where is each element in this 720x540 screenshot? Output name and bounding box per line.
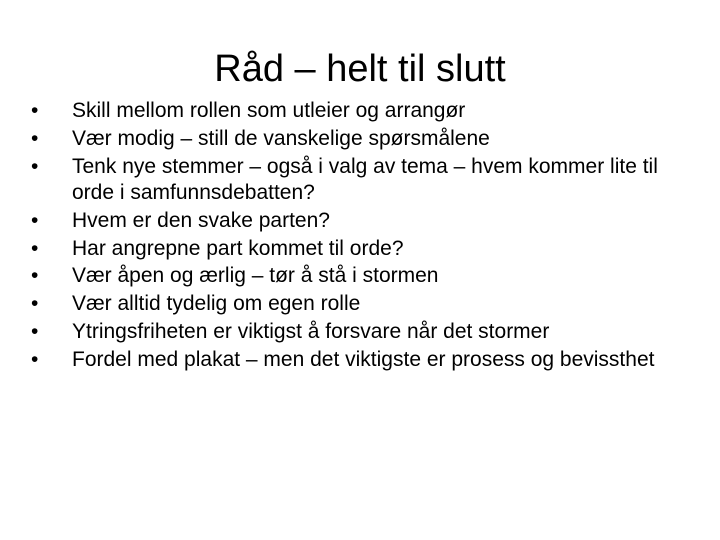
bullet-icon: •	[31, 208, 39, 232]
bullet-text: Hvem er den svake parten?	[72, 208, 330, 232]
bullet-text: Ytringsfriheten er viktigst å forsvare når det stormer	[72, 320, 550, 344]
bullet-item	[26, 98, 676, 125]
bullet-item	[26, 154, 676, 207]
bullet-item	[26, 236, 676, 263]
bullet-icon: •	[31, 99, 39, 122]
bullet-text: Har angrepne part kommet til orde?	[72, 236, 404, 260]
bullet-text: Vær åpen og ærlig – tør å stå i stormen	[72, 264, 439, 288]
bullet-text: Vær modig – still de vanskelige spørsmålene	[72, 126, 490, 150]
bullet-icon: •	[31, 154, 39, 178]
slide-title	[0, 46, 720, 92]
slide-title-text: Råd – helt til slutt	[214, 48, 506, 90]
bullet-icon: •	[31, 126, 39, 150]
bullet-icon: •	[31, 236, 39, 260]
bullet-item	[26, 347, 676, 374]
bullet-icon: •	[31, 264, 39, 288]
bullet-item	[26, 126, 676, 153]
bullet-item	[26, 263, 676, 290]
bullet-text: Vær alltid tydelig om egen rolle	[72, 292, 361, 316]
bullet-item	[26, 208, 676, 235]
bullet-icon: •	[31, 320, 39, 344]
bullet-text: Skill mellom rollen som utleier og arrangør	[72, 99, 466, 122]
bullet-icon: •	[31, 347, 39, 371]
bullet-text: Tenk nye stemmer – også i valg av tema – hvem kommer lite til orde i samfunnsdebatten?	[72, 154, 658, 205]
bullet-list	[26, 98, 676, 375]
bullet-icon: •	[31, 292, 39, 316]
bullet-text: Fordel med plakat – men det viktigste er prosess og bevissthet	[72, 347, 655, 371]
bullet-item	[26, 291, 676, 318]
bullet-item	[26, 319, 676, 346]
